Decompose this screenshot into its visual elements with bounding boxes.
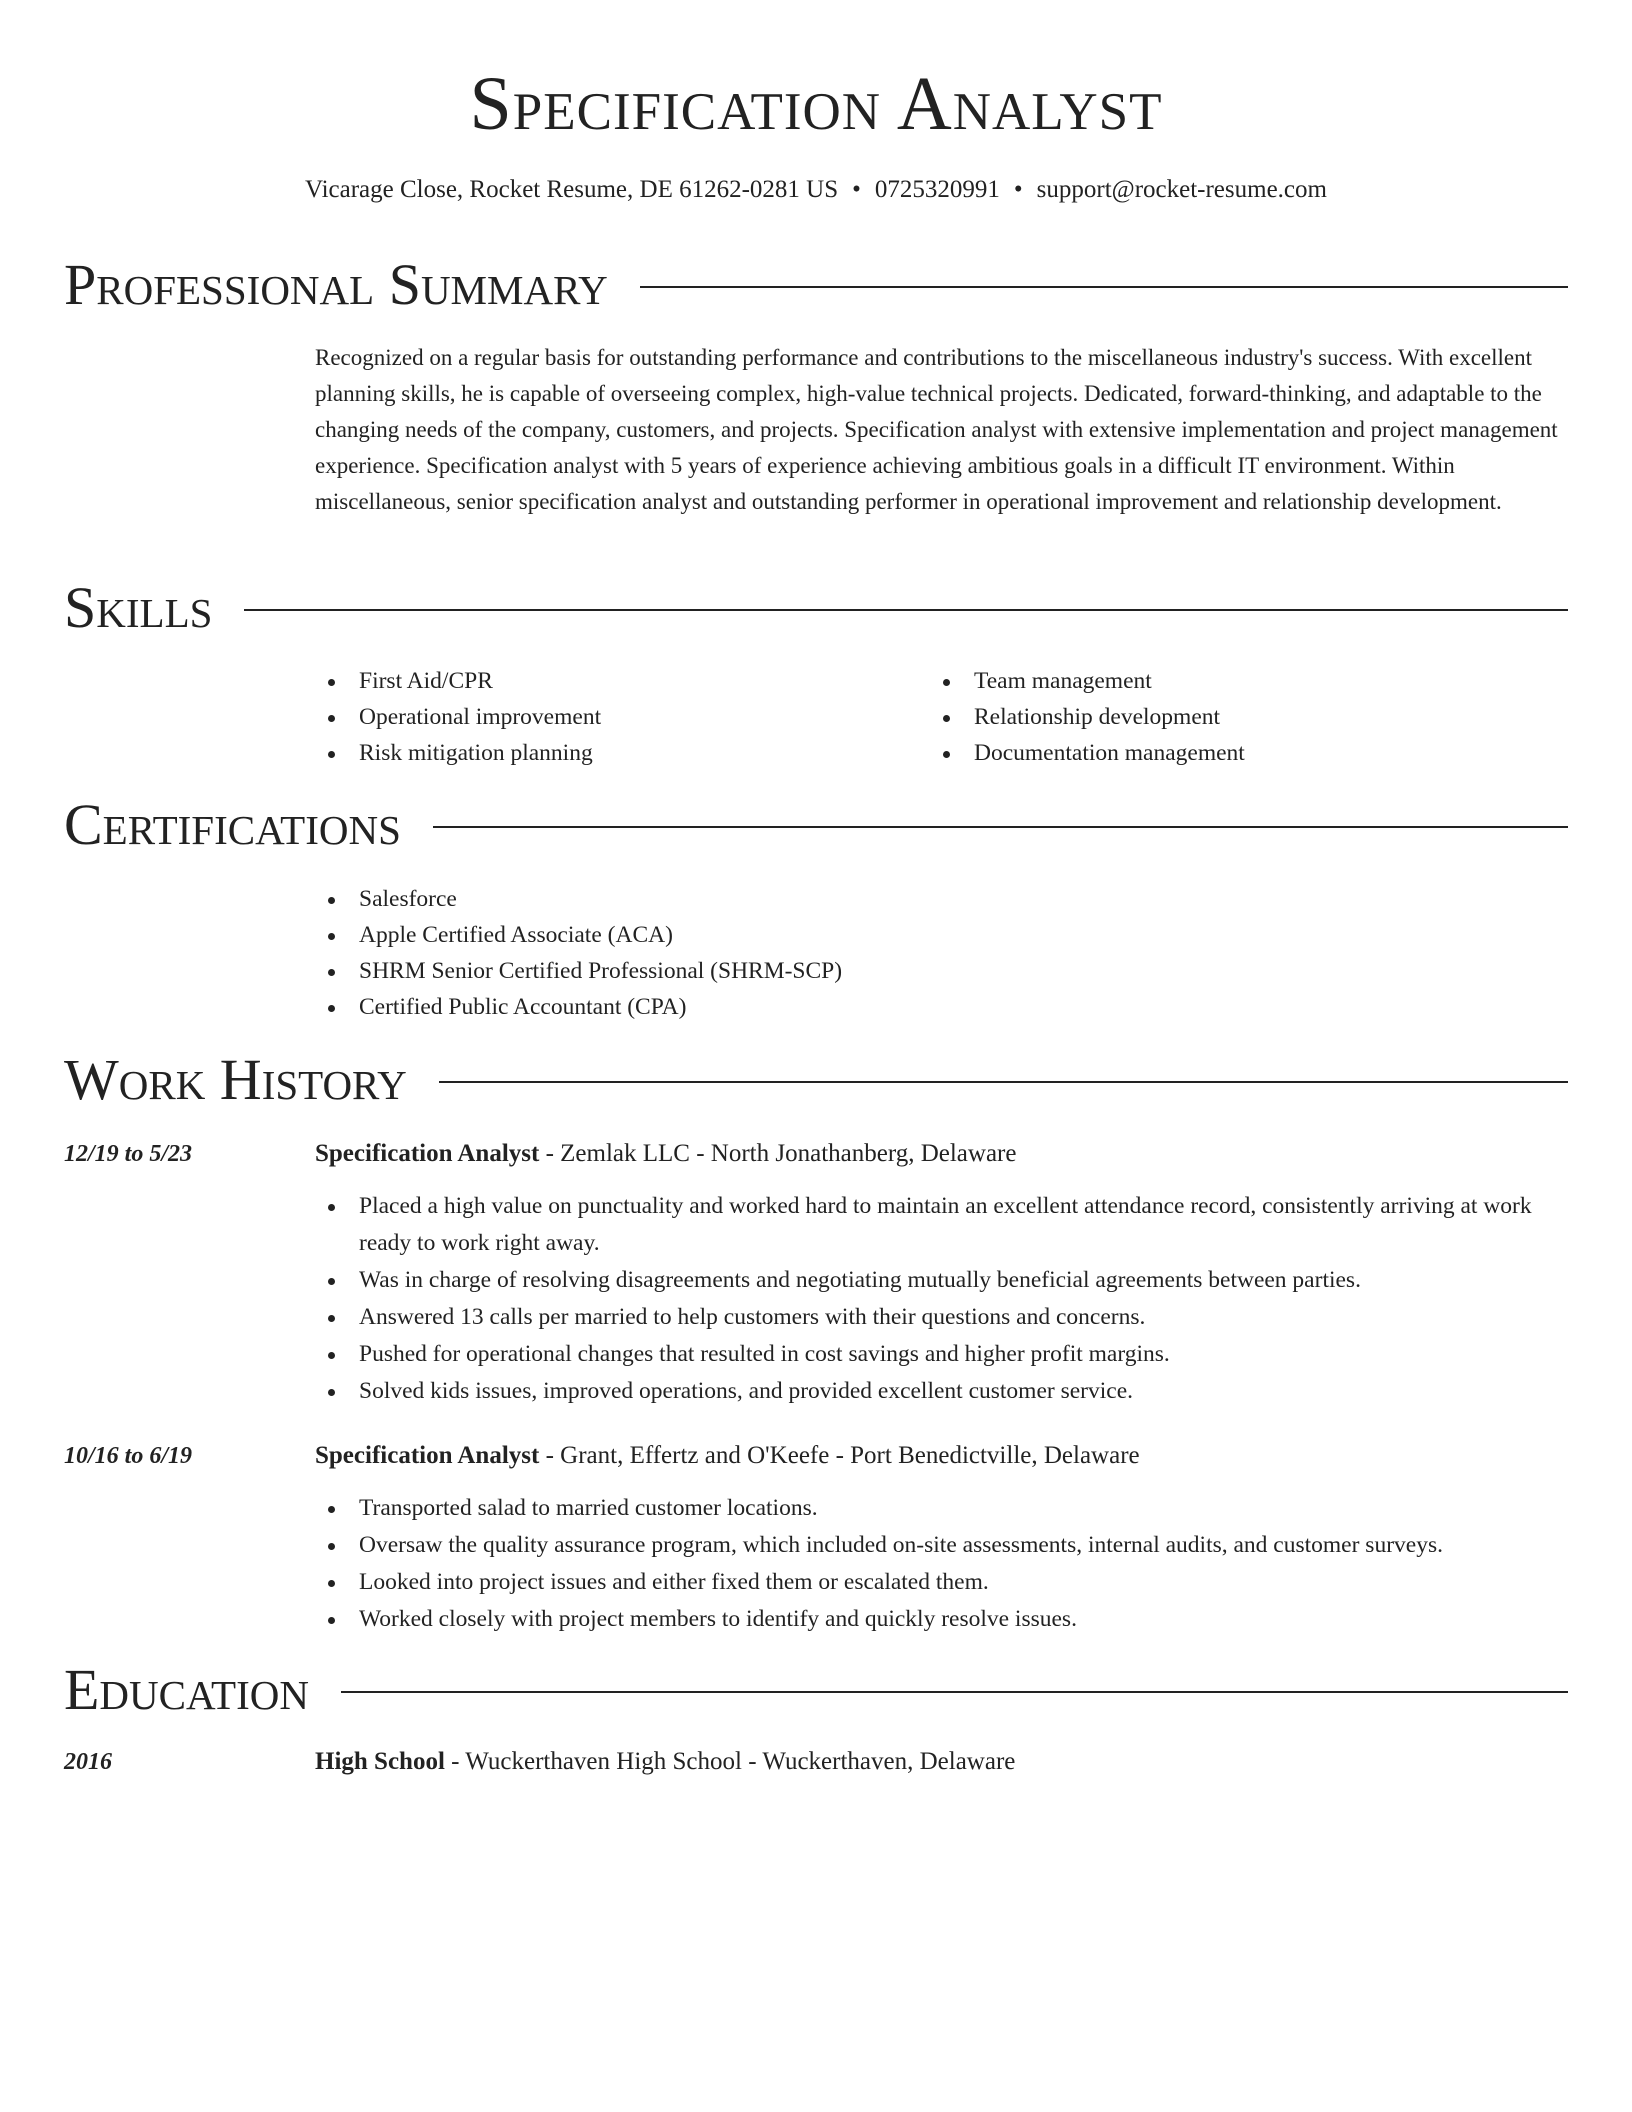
contact-separator: • (1013, 176, 1023, 203)
work-heading: Work History (64, 1047, 407, 1112)
certifications-section-header (64, 790, 1568, 860)
job-bullet: Answered 13 calls per married to help customers with their questions and concerns. (315, 1299, 1570, 1336)
section-divider (341, 1691, 1568, 1693)
skill-item: Team management (930, 663, 1530, 699)
job-bullet: Was in charge of resolving disagreements and negotiating mutually beneficial agreements between parties. (315, 1262, 1570, 1299)
job-title: Specification Analyst (315, 1140, 540, 1167)
certifications-heading: Certifications (64, 792, 401, 857)
job-bullet: Pushed for operational changes that resulted in cost savings and higher profit margins. (315, 1336, 1570, 1373)
skill-item: Relationship development (930, 699, 1530, 735)
contact-address: Vicarage Close, Rocket Resume, DE 61262-0281 US (305, 176, 839, 203)
skills-list-right (930, 663, 1530, 771)
skill-item: Operational improvement (315, 699, 915, 735)
skill-item: First Aid/CPR (315, 663, 915, 699)
certification-item: Certified Public Accountant (CPA) (315, 989, 1215, 1025)
job-bullets (315, 1490, 1570, 1638)
certification-item: SHRM Senior Certified Professional (SHRM-SCP) (315, 953, 1215, 989)
education-details: - Wuckerthaven High School - Wuckerthaven, Delaware (444, 1748, 1016, 1775)
certification-item: Salesforce (315, 881, 1215, 917)
summary-heading: Professional Summary (64, 252, 608, 317)
contact-phone: 0725320991 (874, 176, 1000, 203)
job-bullet: Transported salad to married customer locations. (315, 1490, 1570, 1527)
job-header (315, 1136, 1016, 1172)
job-bullet: Looked into project issues and either fixed them or escalated them. (315, 1564, 1570, 1601)
section-divider (439, 1081, 1568, 1083)
job-bullet: Oversaw the quality assurance program, which included on-site assessments, internal audits, and customer surveys. (315, 1527, 1570, 1564)
education-heading: Education (64, 1657, 309, 1722)
job-title: Specification Analyst (315, 1442, 540, 1469)
contact-email: support@rocket-resume.com (1036, 176, 1327, 203)
job-header (315, 1438, 1140, 1474)
certifications-list (315, 881, 1215, 1025)
section-divider (433, 826, 1568, 828)
job-bullet: Solved kids issues, improved operations, and provided excellent customer service. (315, 1373, 1570, 1410)
contact-line (0, 174, 1632, 206)
education-degree: High School (315, 1748, 445, 1775)
education-header (315, 1744, 1015, 1780)
work-section-header (64, 1045, 1568, 1115)
job-bullet: Worked closely with project members to identify and quickly resolve issues. (315, 1601, 1570, 1638)
skills-heading: Skills (64, 575, 213, 640)
skills-list-left (315, 663, 915, 771)
job-bullet: Placed a high value on punctuality and worked hard to maintain an excellent attendance record, consistently arriving at work ready to work right away. (315, 1188, 1570, 1262)
section-divider (244, 609, 1568, 611)
resume-name: Specification Analyst (469, 62, 1163, 146)
job-dates: 10/16 to 6/19 (64, 1443, 193, 1469)
job-details: - Grant, Effertz and O'Keefe - Port Benedictville, Delaware (539, 1442, 1140, 1469)
skill-item: Risk mitigation planning (315, 735, 915, 771)
contact-separator: • (852, 176, 861, 203)
certification-item: Apple Certified Associate (ACA) (315, 917, 1215, 953)
job-bullets (315, 1188, 1570, 1410)
job-dates: 12/19 to 5/23 (64, 1141, 193, 1167)
skills-section-header (64, 573, 1568, 643)
job-details: - Zemlak LLC - North Jonathanberg, Delaware (539, 1140, 1017, 1167)
summary-text: Recognized on a regular basis for outstanding performance and contributions to the miscellaneous industry's success. With excellent planning skills, he is capable of overseeing complex, high-value technical projects. Dedicated, forward-thinking, and adaptable to the changing needs of the company, customers, and projects. Specification analyst with extensive implementation and project management experience. Specification analyst with 5 years of experience achieving ambitious goals in a difficult IT environment. Within miscellaneous, senior specification analyst and outstanding performer in operational improvement and relationship development. (315, 345, 1558, 514)
education-year: 2016 (64, 1749, 112, 1775)
skill-item: Documentation management (930, 735, 1530, 771)
education-section-header (64, 1655, 1568, 1725)
section-divider (640, 286, 1568, 288)
summary-section-header (64, 250, 1568, 320)
